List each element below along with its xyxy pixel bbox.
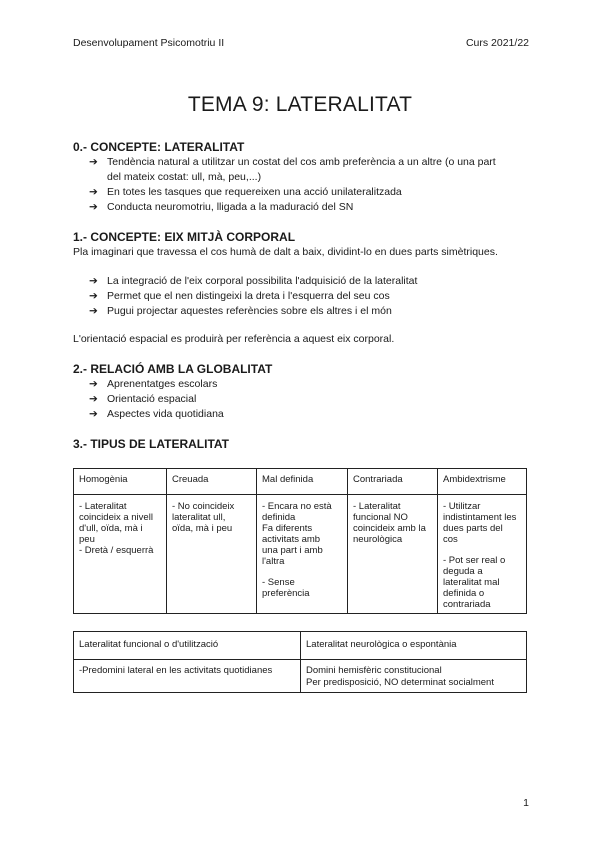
cell-line: lateralitat ull, xyxy=(172,512,226,523)
page-title: TEMA 9: LATERALITAT xyxy=(187,93,413,116)
arrow-icon: ➔ xyxy=(89,305,98,317)
table-header-cell: Lateralitat funcional o d'utilització xyxy=(74,632,301,660)
bullet-text-continued: del mateix costat: ull, mà, peu,...) xyxy=(107,171,262,183)
cell-line: coincideix a nivell xyxy=(79,512,153,523)
section-1-intro: Pla imaginari que travessa el cos humà de dalt a baix, dividint-lo en dues parts simètriques. xyxy=(73,246,498,258)
cell-line: contrariada xyxy=(443,599,491,610)
cell-line: - Encara no està xyxy=(262,501,332,512)
arrow-icon: ➔ xyxy=(89,378,98,390)
laterality-types-table xyxy=(73,468,527,614)
header-course-year: Curs 2021/22 xyxy=(465,37,529,49)
table-cell-homogenia xyxy=(74,495,167,614)
cell-spacer xyxy=(262,567,342,577)
cell-line: Fa diferents xyxy=(262,523,313,534)
cell-line: cos xyxy=(443,534,458,545)
cell-spacer xyxy=(443,545,521,555)
header-course-name: Desenvolupament Psicomotriu II xyxy=(73,37,225,49)
section-3-heading: 3.- TIPUS DE LATERALITAT xyxy=(73,437,229,451)
arrow-icon: ➔ xyxy=(89,290,98,302)
page-number: 1 xyxy=(523,797,529,809)
table-header-row xyxy=(74,632,527,660)
bullet-text: Orientació espacial xyxy=(107,393,197,405)
bullet-text: Aprenentatges escolars xyxy=(107,378,218,390)
table-header-cell: Homogènia xyxy=(74,469,167,495)
arrow-icon: ➔ xyxy=(89,393,98,405)
cell-line: l'altra xyxy=(262,556,285,567)
bullet-item xyxy=(89,304,417,319)
arrow-icon: ➔ xyxy=(89,201,98,213)
cell-line: coincideix amb la xyxy=(353,523,426,534)
cell-line: d'ull, oïda, mà i xyxy=(79,523,143,534)
bullet-text: Permet que el nen distingeixi la dreta i l'esquerra del seu cos xyxy=(107,290,390,302)
table-cell-mal-definida xyxy=(257,495,348,614)
cell-line: - Lateralitat xyxy=(353,501,401,512)
cell-line: activitats amb xyxy=(262,534,321,545)
bullet-item xyxy=(89,185,496,200)
laterality-functional-neurological-table xyxy=(73,631,527,693)
section-1-heading: 1.- CONCEPTE: EIX MITJÀ CORPORAL xyxy=(73,230,296,244)
bullet-item xyxy=(89,392,224,407)
cell-line: - No coincideix xyxy=(172,501,235,512)
cell-line: - Lateralitat xyxy=(79,501,127,512)
bullet-item xyxy=(89,377,224,392)
table-cell-creuada xyxy=(167,495,257,614)
section-0-bullets xyxy=(89,155,496,215)
cell-line: oïda, mà i peu xyxy=(172,523,233,534)
table-header-cell: Creuada xyxy=(167,469,257,495)
table-header-row xyxy=(74,469,527,495)
table-cell-ambidextrisme xyxy=(438,495,527,614)
cell-line: Per predisposició, NO determinat socialment xyxy=(306,677,494,688)
section-0-heading: 0.- CONCEPTE: LATERALITAT xyxy=(73,140,245,154)
bullet-text: Pugui projectar aquestes referències sobre els altres i el món xyxy=(107,305,392,317)
arrow-icon: ➔ xyxy=(89,186,98,198)
section-2-heading: 2.- RELACIÓ AMB LA GLOBALITAT xyxy=(73,362,273,376)
cell-line: funcional NO xyxy=(353,512,408,523)
table-cell-neurologica xyxy=(301,660,527,693)
bullet-item xyxy=(89,200,496,215)
cell-line: definida xyxy=(262,512,296,523)
table-header-cell: Contrariada xyxy=(348,469,438,495)
bullet-text: Tendència natural a utilitzar un costat del cos amb preferència a un altre (o una part xyxy=(107,156,496,168)
table-row xyxy=(74,495,527,614)
cell-line: - Sense xyxy=(262,577,295,588)
table-header-cell: Lateralitat neurològica o espontània xyxy=(301,632,527,660)
section-1-outro: L'orientació espacial es produirà per referència a aquest eix corporal. xyxy=(73,333,395,345)
table-header-cell: Mal definida xyxy=(257,469,348,495)
section-1-bullets xyxy=(89,274,417,319)
arrow-icon: ➔ xyxy=(89,408,98,420)
cell-line: definida o xyxy=(443,588,485,599)
cell-line: -Predomini lateral en les activitats quotidianes xyxy=(79,665,273,676)
bullet-item xyxy=(89,155,496,185)
cell-line: neurològica xyxy=(353,534,403,545)
bullet-text: Aspectes vida quotidiana xyxy=(107,408,224,420)
bullet-text: La integració de l'eix corporal possibilita l'adquisició de la lateralitat xyxy=(107,275,418,287)
bullet-item xyxy=(89,407,224,422)
cell-line: deguda a xyxy=(443,566,483,577)
cell-line: - Pot ser real o xyxy=(443,555,506,566)
bullet-text: En totes les tasques que requereixen una acció unilateralitzada xyxy=(107,186,402,198)
bullet-item xyxy=(89,289,417,304)
table-cell-contrariada xyxy=(348,495,438,614)
table-cell-funcional xyxy=(74,660,301,693)
bullet-item xyxy=(89,274,417,289)
cell-line: peu xyxy=(79,534,95,545)
table-header-cell: Ambidextrisme xyxy=(438,469,527,495)
table-row xyxy=(74,660,527,693)
cell-line: una part i amb xyxy=(262,545,323,556)
bullet-text: Conducta neuromotriu, lligada a la maduració del SN xyxy=(107,201,354,213)
section-2-bullets xyxy=(89,377,224,422)
arrow-icon: ➔ xyxy=(89,156,98,168)
cell-line: - Dretà / esquerrà xyxy=(79,545,154,556)
cell-line: dues parts del xyxy=(443,523,503,534)
cell-line: Domini hemisfèric constitucional xyxy=(306,665,442,676)
cell-line: - Utilitzar xyxy=(443,501,481,512)
cell-line: preferència xyxy=(262,588,310,599)
arrow-icon: ➔ xyxy=(89,275,98,287)
cell-line: indistintament les xyxy=(443,512,517,523)
cell-line: lateralitat mal xyxy=(443,577,500,588)
